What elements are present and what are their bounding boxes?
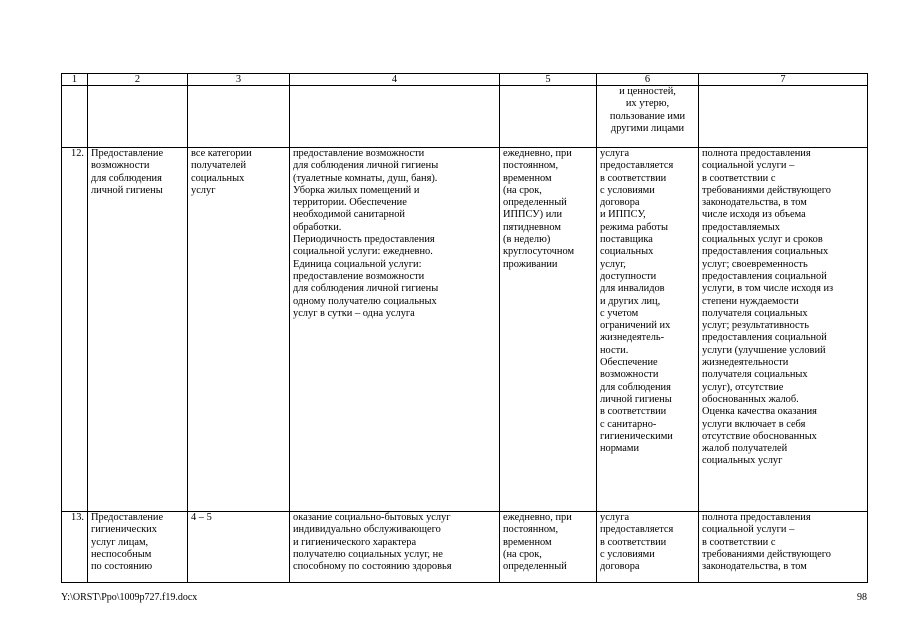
column-number: 7 [699, 74, 868, 86]
service-name-cell: Предоставление гигиенических услуг лицам, неспособным по состоянию [88, 512, 188, 583]
table-cell [88, 86, 188, 148]
table-cell [699, 86, 868, 148]
conditions-cell: услуга предоставляется в соответствии с условиями договора и ИППСУ, режима работы поставщика социальных услуг, доступности для инвалидов и других лиц, с учетом ограничений их жизнедеятель- ности. Обеспечение возможности для соблюдения личной гигиены в соответствии с санитарно- гигиеническими нормами [597, 148, 699, 512]
table-cell [290, 86, 500, 148]
column-number-row [62, 74, 868, 86]
file-path: Y:\ORST\Ppo\1009p727.f19.docx [61, 592, 198, 603]
column-number: 1 [62, 74, 88, 86]
timing-cell: ежедневно, при постоянном, временном (на срок, определенный [500, 512, 597, 583]
continuation-row [62, 86, 868, 148]
column-number: 5 [500, 74, 597, 86]
row-number: 13. [62, 512, 88, 583]
table-row [62, 148, 868, 512]
service-name-cell: Предоставление возможности для соблюдения личной гигиены [88, 148, 188, 512]
column-number: 2 [88, 74, 188, 86]
description-cell: предоставление возможности для соблюдения личной гигиены (туалетные комнаты, душ, баня). Уборка жилых помещений и территории. Обеспечение необходимой санитарной обработки. Периодичность предоставления социальной услуги: ежедневно. Единица социальной услуги: предоставление возможности для соблюдения личной гигиены одному получателю социальных услуг в сутки – одна услуга [290, 148, 500, 512]
page-number: 98 [857, 592, 867, 603]
column-number: 4 [290, 74, 500, 86]
table-cell [188, 86, 290, 148]
table-row [62, 512, 868, 583]
timing-cell: ежедневно, при постоянном, временном (на срок, определенный ИППСУ) или пятидневном (в неделю) круглосуточном проживании [500, 148, 597, 512]
table-cell [62, 86, 88, 148]
column-number: 6 [597, 74, 699, 86]
conditions-cell: и ценностей, их утерю, пользование ими другими лицами [597, 86, 699, 148]
services-table [61, 73, 868, 583]
table-cell [500, 86, 597, 148]
quality-cell: полнота предоставления социальной услуги – в соответствии с требованиями действующего законодательства, в том [699, 512, 868, 583]
column-number: 3 [188, 74, 290, 86]
row-number: 12. [62, 148, 88, 512]
quality-cell: полнота предоставления социальной услуги – в соответствии с требованиями действующего законодательства, в том числе исходя из объема предоставляемых социальных услуг и сроков предоставления социальных услуг; своевременность предоставления социальной услуги, в том числе исходя из степени нуждаемости получателя социальных услуг; результативность предоставления социальной услуги (улучшение условий жизнедеятельности получателя социальных услуг), отсутствие обоснованных жалоб. Оценка качества оказания услуги включает в себя отсутствие обоснованных жалоб получателей социальных услуг [699, 148, 868, 512]
recipients-cell: 4 – 5 [188, 512, 290, 583]
conditions-cell: услуга предоставляется в соответствии с условиями договора [597, 512, 699, 583]
recipients-cell: все категории получателей социальных услуг [188, 148, 290, 512]
description-cell: оказание социально-бытовых услуг индивидуально обслуживающего и гигиенического характера получателю социальных услуг, не способному по состоянию здоровья [290, 512, 500, 583]
